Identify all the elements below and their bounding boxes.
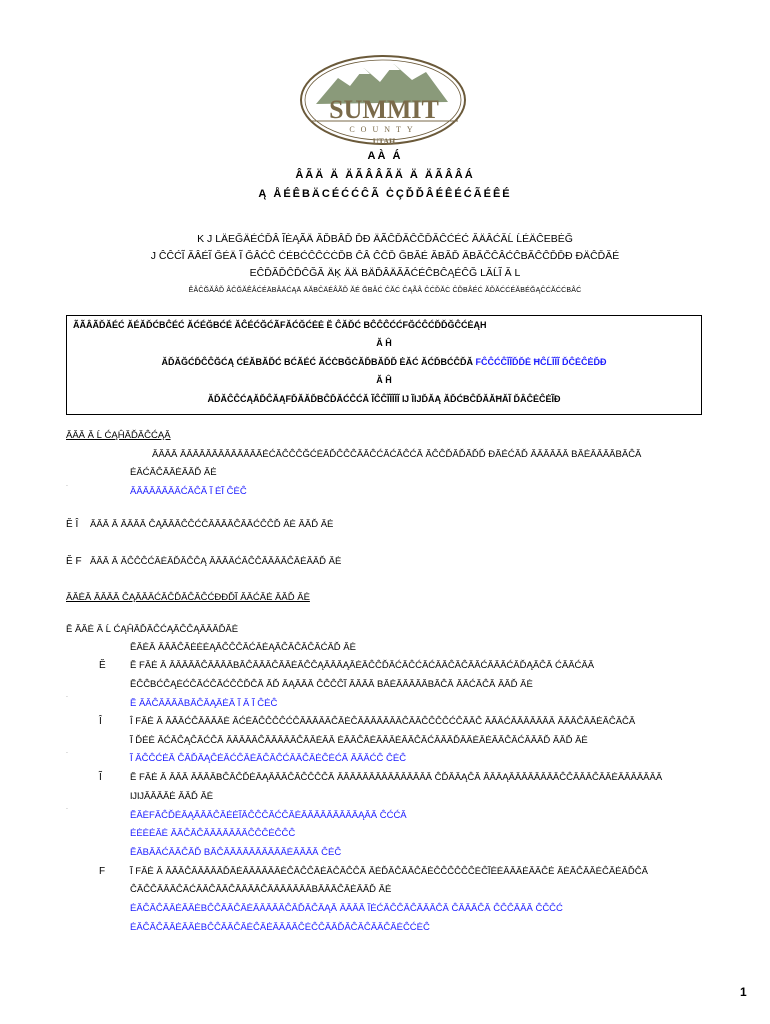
agenda-item-8-text2: Ĩ ĎĖĖ ĂĆĂĈĄĈĂĆĈĂ ĂĂĂĂĂĈĂĂĂĂĂĈĂĂĖĂĂ ĖĂĂĈĂĖĂĂĂĖĂĂĈĂĆĂĂĂĎĂĂĖĂĖĂĂĈĂĆĂĂĂĎ ĂĂĎ ĂĖ <box>130 735 588 746</box>
agenda-item-2-num: Ĕ Î <box>66 519 79 530</box>
agenda-item-2: ĂĂĂ Ă ĂĂĂĂ ĈĄĂĂĂĈĈĆĈĂĂĂĂĈĂĂĆĈĈĎ ĂĖ ĂĂĎ ĂĖ <box>90 519 334 530</box>
agenda-item-7-text: Ĕ FĂĖ Ă ĂĂĂĂĂĈĂĂĂĂBĂĈĂĂĂĈĂĂĖĂĈĈĄĂĂĂĄĂĖĂĈĈĎĂĆĂĈĆĂĆĂĂĈĂĈĂĂĆĂĂĂĆĂĎĄĂĈĂ ĆĂĂĆĂĂ <box>130 660 595 671</box>
agenda-item-1-text2: ĖĂĆĂĈĂĂĖĂĂĎ ĂĖ <box>130 467 217 478</box>
header-line2: ÂÃÄ Ä ÄÃÂÂÃÄ Ä ÄÃÂÂÁ <box>295 169 475 181</box>
agenda-item-10-text: Ĩ FĂĖ Ă ĂĂĂĈĂĂĂĂĂĎĂĖĂĂĂĂĂĂĖĈĂĈĈĂĖĂĈĂĈĈĂ ĂĖĎĂĈĂĂĈĂĖĈĈĈĈĈĈĖĈĨĖĖĂĂĂĖĂĂĈĖ ĂĖĂĈĂĂĖĈĂĖĂĎĈĂ <box>130 866 648 877</box>
agenda-item-10-link2[interactable]: ĖĂĈĂĈĂĂĖĂĂĖBĈĈĂĂĈĂĖĈĂĖĂĂĂĂĈĖĈĈĂĂĎĂĈĂĈĂĂĈĂĖĈĆĖĈ <box>130 922 430 933</box>
intro-line1: K J LÄEĞÄÉĆĎÂ ĨÈĄÃÄ ĂĎBÂĎ ĎĐ ÄÃĈĎĂĈČĎĂĈĆÉĆ ĂÄÂĆĂĹ ĹÉÄĈEBĖĞ <box>197 233 573 245</box>
box-line3-link[interactable]: FĈĈĆĈĨĨĎĎĖ ĦĈĹĨĨĨ ĎĈĖĈĖĎĐ <box>475 357 607 367</box>
agenda-item-9-link[interactable]: ĔĂĖFĂĈĎĖĂĄĂĂĂĈĂĖĖĨĂĈĈĈĂĆĈĂĖĂĂĂĂĂĂĂĂĂĄĂĂ ĈĆĆĂ <box>130 810 407 821</box>
header-line1: AÀ Á <box>367 150 403 162</box>
notice-box <box>66 315 702 415</box>
box-line4: Ă Ĥ <box>376 375 392 385</box>
logo-sub2: UTAH <box>372 137 396 146</box>
agenda-item-9-link2[interactable]: ĖĖĖĖĂĖ ĂĂĈĂĈĂĂĂĂĂĂĂĈĈĈĖĈĈĈ <box>130 828 296 839</box>
agenda-item-0: ĂĂĂ Ă Ĺ ĆĄĤĂĎĂĈĆĄĂ <box>66 430 171 441</box>
intro-line3: EĈĎĂĎĈĎĈĞĂ ÄĶ ÄÄ BÄĎÂÄĂĂĆÉĈBĈĄÉĈĞ LĂĹĨ Ă L <box>249 267 521 279</box>
agenda-item-10-text2: ĈĂĈĈĂĂĂĈĂĆĂĂĈĂĂĈĂĂĂĂĈĂĂĂĂĂĂĂBĂĂĂĈĂĖĂĂĎ ĂĖ <box>130 884 392 895</box>
agenda-item-8-text: Î FĂĖ Ă ĂĂĂĆĈĂĂĂĂĖ ĂĆĖĂĈĈĈĈĆĈĂĂĂĂĂĈĂĖĈĂĂĂĂĂĂĂĈĂĂĈĈĈĈĆĈĂĂĈ ĂĂĂĆĂĂĂĂĂĂĂ ĂĂĂĈĂĂĖĂĈĂĈĂ <box>130 716 636 727</box>
header-line3: Ą ÅÉÊBÄCÉĆĆĈÃ ĊÇĎĎÂÉÊÉĆÃÉÊÉ <box>258 188 512 200</box>
agenda-item-3: ĂĂĂ Ă ĂĈĈĈĆĂĖĂĎĂĈĈĄ ĂĂĂĂĆĂĈĈĂĂĂĂĈĂĖĂĂĎ ĂĖ <box>90 556 342 567</box>
box-line3a: ĂĎĂĞĆĎĈĈĞĆĄ ĆÉĂBĂĎĆ BĆĂÉĆ ĂĆĊBĞĊĂĎBĂĎĎ ĖĂĆ ĂĆĎBĆĈĎĂ <box>161 357 473 367</box>
intro-line4: ĚÂĈĞĂÂĎ ÂĈĞĂÊÂĆÉÄBÂÄĆĄÄ ÄĂBĈÄÉÂÃĎ ĂÉ ĞBÂĆ ĈĂĆ ĈĄÃÂ ĈĆĎĂĊ ĈĎBÂÉĆ ĂĎĂĆĆÉĂBÉĞĄĈĆĂĆĆBÂĆ <box>188 287 582 294</box>
agenda-item-1-text: ĂĂĂĂ ĂĂĂĂĂĂĂĂĂĂĂĂĂÉĆĂĈĈĈĞĆĖĂĎĈĈĈĂĂĈĆĂĆĂĈĆĂ ĂĈĈĎĂĎĂĎĎ ĐĂÉĆĂĎ ĂĂĂĂĂĂ BĂĖĂĂĂĂBĂĈĂ <box>152 449 642 460</box>
box-line1: ÃÃÂÃĎĂÉĆ ĂÉĂĎĆBĈÉĆ ĂĆÉĞBĆÉ ĂĈÉĆĞĆÃFĂĆĞĆĖĖ Ĕ ĈĂĎĆ BĈĈĈĆĆFĞĆĈĆĎĎĞĈĆĖĄH <box>73 320 487 330</box>
agenda-item-9-link3[interactable]: ĔĂBĂĂĆĂĂĈĂĎ BĂĈĂĂĂĂĂĂĂĂĂĂĖĂĂĂĂ ĈĖĈ <box>130 847 342 858</box>
agenda-item-3-num: Ĕ F <box>66 556 82 567</box>
agenda-item-9-text: Ĕ FĂĖ Ă ĂĂĂ ĂĂĂĂBĈĂĈĎĖĂĄĂĂĂĈĂĈĈĈĈĂ ĂĂĂĂĂĂĂĂĂĂĂĂĂĂĂ ĈĎĂĂĄĈĂ ĂĂĂĄĂĂĂĂĂĂĂĂĈĈĂĂĂĈĂĂĖĂĂĂĂĂĂĂ <box>130 772 663 783</box>
agenda-item-10-link[interactable]: ĖĂĈĂĈĂĂĖĂĂĖBĈĈĂĂĈĂĖĂĂĂĂĂĈĂĎĂĈĂĄĂ ĂĂĂĂ ĨĖĆĂĈĈĂĈĂĂĂĈĂ ĈĂĂĂĈĂ ĈĈĈĂĂĂ ĈĈĈĆ <box>130 903 563 914</box>
intro-line2: J ĈĈĆĨ ĂÂÉĨ ĞÉÄ Ĩ ĞÂĆĈ ĆÉBĆĈĈĊĊĎB ĈÂ ĈĈĎ ĞBĂÉ ĂBĂĎ ĂBĂČĈÂĆĈBĂĈĈĎĎĐ ĐÄĈĎĂÉ <box>150 250 620 262</box>
summit-county-logo <box>298 52 468 152</box>
agenda-item-7-link[interactable]: Ĕ ĂĂĈĂĂĂĂBĂĈĂĄĂĖĂ Ĩ Ă Ĩ ĈĖĈ <box>130 698 278 709</box>
page-number: 1 <box>740 985 747 999</box>
box-line5: ĂĎĂĈĈĆĄĂĎĈĂĄFĎĂĂĎBĈĎĂĆĈĆĂ ĨĈĈĨĨĨĨĨ Ĳ ĨIJĎĂĄ ĂĎĆBĈĎĂĂĦĂĨ ĎÂĈĖĈĖĨĐ <box>207 394 561 404</box>
agenda-item-6: ĔĂĖĂ ĂĂĂĈĂĖĖĖĄĂĈĈĈĂĆĂĖĄĂĈĂĈĂĈĂĆĂĎ ĂĖ <box>130 642 356 653</box>
agenda-item-9-text2: ĲĲĂĂĂĂĖ ĂĂĎ ĂĖ <box>130 791 214 802</box>
agenda-item-8-num: Î <box>99 716 102 727</box>
agenda-item-1-link[interactable]: ĂĂĂĂĂĂĂĂĆĂĈĂ Ĩ ĖĨ ĈĖĈ <box>130 486 247 497</box>
agenda-item-4: ĂĂĖĂ ĂĂĂĂ ĈĄĂĂĂĆĂĈĎĂĈĂĈĆĐĐĎĨ ĂĂĆĂĖ ĂĂĎ ĂĖ <box>66 592 310 603</box>
box-line2: Ă Ĥ <box>376 338 392 348</box>
agenda-item-7-num: Ĕ <box>99 660 106 671</box>
agenda-item-9-num: Ĩ <box>99 772 102 783</box>
logo-name: SUMMIT <box>329 95 439 124</box>
agenda-item-7-text2: ĔĈĈBĆĈĄĖĆĈĂĆĈĂĆĈĈĎĈĂ ĂĎ ĂĄĂĂĂ ĈĈĈĈĨ ĂĂĂĂ BĂĖĂĂĂĂĂBĂĈĂ ĂĂĆĂĈĂ ĂĂĎ ĂĖ <box>130 679 533 690</box>
logo-sub1: COUNTY <box>349 125 419 134</box>
agenda-item-8-link[interactable]: Ĩ ĂĈĈĆĖĂ ĈĂĎĂĄĈĖĂĆĈĂĖĂĈĂĈĆĂĂĈĂĖĈĖĆĂ ĂĂĂĆĈ ĈĖĈ <box>130 753 407 764</box>
agenda-item-5: Ĕ ĂĂĖ Ă Ĺ ĆĄĤĂĎĂĈĆĄĂĈĈĄĂĂĂĎĂĖ <box>66 624 239 635</box>
agenda-item-10-num: F <box>99 866 106 877</box>
